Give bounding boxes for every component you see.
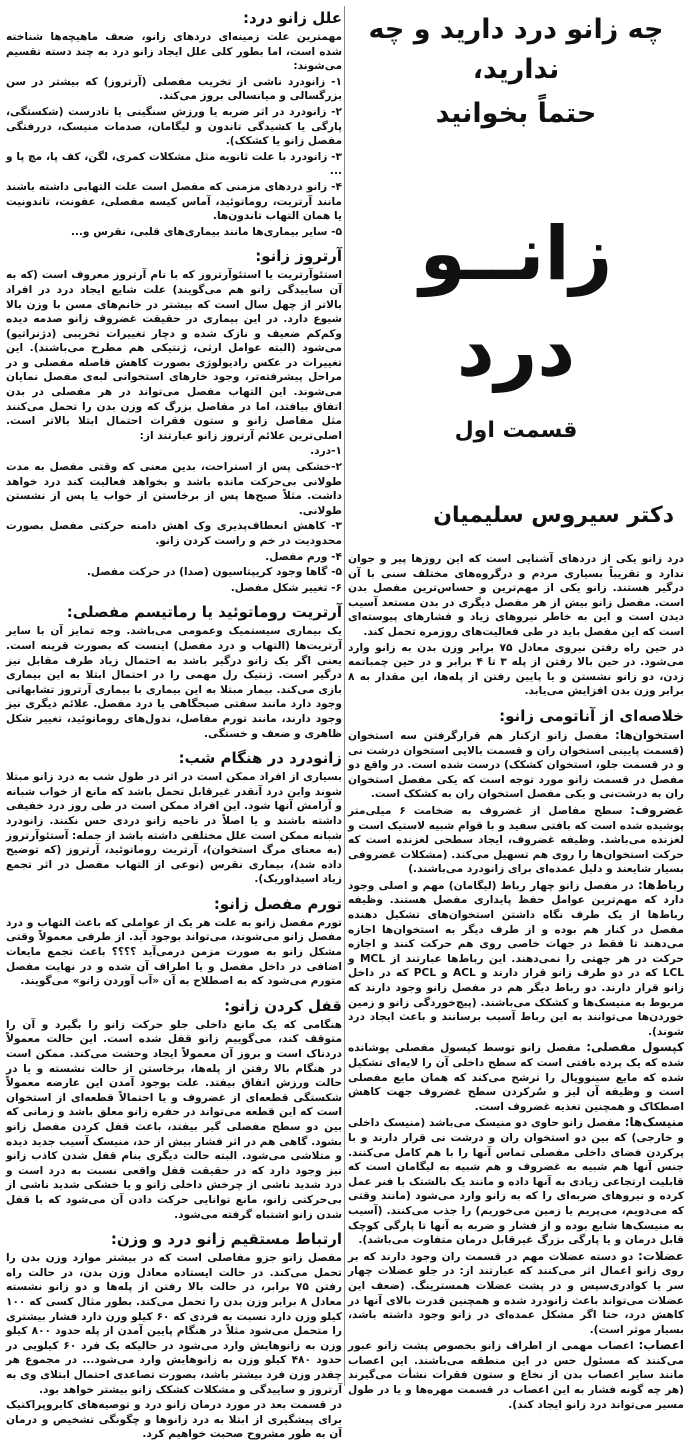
term-label: کپسول مفصلی: bbox=[586, 1040, 684, 1055]
arthrosis-paragraph: ۵- گاها وجود کریپتاسیون (صدا) در حرکت مفصل. bbox=[86, 566, 342, 579]
causes-section bbox=[6, 8, 342, 239]
term-label: رباط‌ها: bbox=[637, 877, 684, 892]
weight-section bbox=[6, 1229, 342, 1442]
weight-paragraph: مفصل زانو جزو مفاصلی است که در بیشتر موارد وزن بدن را تحمل می‌کند. در حالت ایستاده معادل وزن بدن، در حالت راه رفتن ۷۵ برابر، در حالت بالا رفتن از پله‌ها و دو زانو نشسته معادل ۸ برابر وزن بدن را تحمل می‌کند. بطور مثال کسی که ۱۰۰ کیلو وزن دارد نسبت به فردی که ۶۰ کیلو وزن دارد فشار بیشتری را متحمل می‌شود مثلاً در هنگام پایین آمدن از پله حدود ۸۰۰ کیلو وزن به زانوهایش وارد می‌شود در حالیکه یک فرد ۶۰ کیلویی در حدود ۴۸۰ کیلو وزن به زانوهایش وارد می‌شود... در مجموع هر چقدر وزن فرد بیشتر باشد، بصورت تصاعدی احتمال ابتلای وی به آرتروز و ساییدگی و مشکلات کشکک زانو بیشتر خواهد بود. bbox=[6, 1252, 343, 1396]
left-column bbox=[6, 6, 343, 1441]
part-label: قسمت اول bbox=[454, 418, 578, 443]
headline-block bbox=[348, 10, 684, 443]
intro-paragraph: در حین راه رفتن نیروی معادل ۷۵ برابر وزن بدن به زانو وارد می‌شود. در حین بالا رفتن از پله ۳ تا ۴ برابر و در حین چمباتمه زدن، دو زانو نشستن و یا پایین رفتن از پله‌ها، این مقدار به ۸ برابر وزن بدن افزایش می‌یابد. bbox=[348, 641, 684, 698]
anatomy-item-bones bbox=[348, 728, 684, 802]
term-text: مفصل زانو حاوی دو منیسک می‌باشد (منیسک داخلی و خارجی) که بین دو استخوان ران و درشت نی قرار دارند و با پرکردن فضای داخلی مفصلی تماس آنها را با هم کامل می‌کنند. جنس آنها هم شبیه به غضروف و هم شبیه به لیگامان است که قابلیت ارتجاعی زیادی به آنها داده و مانند یک بالشتک با فنر عمل کرده و نیروهای ضربه‌ای را که به زانو وارد می‌شود (مانند وقتی که می‌دویم، می‌پریم یا زمین می‌خوریم) را جذب می‌کنند. (آسیب به منیسک‌ها شایع بوده و از فشار و ضربه به آنها تا پارگی کوچک قابل درمان و یا پارگی بزرگ غیرقابل درمان متفاوت می‌باشد). bbox=[348, 1117, 684, 1247]
intro-section bbox=[348, 552, 684, 699]
term-label: عضلات: bbox=[638, 1248, 684, 1263]
causes-paragraph: ۴- زانو دردهای مزمنی که مفصل است علت التهابی داشته باشند مانند آرتریت، روماتوئید، آماس کیسه مفصلی، عفونت، تاندونیت یا همان التهاب تاندون‌ها. bbox=[6, 180, 342, 223]
arthrosis-heading: آرتروز زانو: bbox=[255, 247, 342, 266]
term-text: مفصل زانو ازکنار هم قرارگرفتن سه استخوان (قسمت پایینی استخوان ران و قسمت بالایی استخوان درشت نی و در قسمت جلو، استخوان کشکک) درست شده است. در واقع دو مفصل در قسمت زانو مورد توجه است که یکی مفصل استخوان ران به درشت‌نی و یکی مفصل استخوان ران به کشکک است. bbox=[348, 729, 684, 801]
term-text: سطح مفاصل از غضروف به ضخامت ۶ میلی‌متر پوشیده شده است که بافتی سفید و با قوام شبیه لاستیک است و لغزنده می‌باشد. وظیفه غضروف، ایجاد سطحی لغزنده است که حرکت استخوان‌ها را روی هم تسهیل می‌کند. (مشکلات غضروفی بسیار شایعند و دلیل عمده‌ای برای زانودرد می‌باشند.) bbox=[348, 804, 684, 876]
anatomy-item-ligaments bbox=[348, 878, 684, 1040]
term-label: غضروف: bbox=[630, 802, 684, 817]
arthrosis-section bbox=[6, 246, 342, 595]
anatomy-section bbox=[348, 706, 684, 1412]
rheumatoid-section bbox=[6, 602, 342, 741]
term-text: در مفصل زانو چهار رباط (لیگامان) مهم و اصلی وجود دارد که مهم‌ترین عوامل حفظ پایداری مفصل هستند. وظیفه رباط‌ها از یک طرف نگاه داشتن استخوان‌های تشکیل دهنده مفصل در کنار هم بوده و از طرف دیگر به استخوان‌ها اجازه می‌دهند تا فقط در جهات خاصی روی هم حرکت کنند و اجازه حرکت در هر جهتی را نمی‌دهند. این رباط‌ها عبارتند از MCL و LCL که در دو طرف زانو قرار دارند و ACL و PCL که در داخل زانو قرار دارند. دو رباط دیگر هم در مفصل زانو وجود دارند که مربوط به منیسک‌ها و کشکک می‌باشند. (پیچ‌خوردگی زانو و زمین خوردن‌ها می‌توانند به این رباط آسیب برسانند و باعث ایجاد درد شوند). bbox=[348, 879, 684, 1038]
arthrosis-paragraph: استئوآرتریت یا استئوآرتروز که با نام آرتروز معروف است (که به آن ساییدگی زانو هم می‌گویند) علت شایع ایجاد درد در افراد بالاتر از چهل سال است که بیشتر در خانم‌های مسن با وزن بالا شیوع دارد. در این بیماری در حقیقت غضروف زانو صدمه دیده وکم‌کم ضعیف و نازک شده و دچار تغییرات تخریبی (دژنراتیو) می‌شود (البته عوامل ارثی، ژنتیکی هم مطرح می‌باشند). این تغییرات در عکس رادیولوژی بصورت کاهش فاصله مفصلی و در مراحل پیشرفته‌تر، وجود خارهای استخوانی لبه‌ی مفصل نمایان می‌شوند. این التهاب مفصل می‌تواند در هر مفصلی در بدن اتفاق بیافتد، اما در مفاصل بزرگ که وزن بدن را تحمل می‌کنند مثل مفاصل زانو و ستون فقرات احتمال ابتلا بالاتر است. اصلی‌ترین علائم آرتروز زانو عبارتند از: bbox=[6, 269, 342, 442]
causes-paragraph: ۳- زانودرد با علت ثانویه مثل مشکلات کمری، لگن، کف پا، مچ پا و ... bbox=[6, 150, 342, 178]
weight-heading: ارتباط مستقیم زانو درد و وزن: bbox=[110, 1230, 342, 1249]
locking-section bbox=[6, 996, 342, 1222]
arthrosis-paragraph: ۱-درد. bbox=[310, 445, 342, 458]
headline-line-2: حتماً بخوانید bbox=[435, 98, 597, 129]
rheumatoid-paragraph: یک بیماری سیستمیک وعمومی می‌باشد. وجه تمایز آن با سایر آرتریت‌ها (التهاب و درد مفصل) اینست که بصورت قرینه است. یعنی اگر یک زانو درگیر باشد به احتمال زیاد طرف مقابل نیز درگیر است. ژنتیک رل مهمی را در احتمال ابتلا به این بیماری بازی می‌کند. بیمار مبتلا به این بیماری با بیماری آرتروز تشابهاتی وجود دارد مانند سفتی صبحگاهی یا درد مفصل. علائم دیگری نیز وجود دارند، مانند تورم مفاصل، ندول‌های روماتوئید، تغییر شکل ظاهری و ضعف و خستگی. bbox=[6, 625, 342, 740]
anatomy-heading: خلاصه‌ای از آناتومی زانو: bbox=[499, 706, 684, 725]
anatomy-item-capsule bbox=[348, 1040, 684, 1114]
locking-heading: قفل کردن زانو: bbox=[224, 996, 342, 1015]
term-text: مفصل زانو توسط کپسول مفصلی پوشانده شده که یک پرده بافتی است که سطح داخلی آن را لایه‌ای تشکیل شده که مایع سینوویال را ترشح می‌کند که همان مایع مفصلی است و وظیفه آن لیز و سُرکردن سطح غضروف جهت کاهش اصطکاک و همچنین تغذیه غضروف است. bbox=[348, 1042, 684, 1113]
locking-paragraph: هنگامی که یک مانع داخلی جلو حرکت زانو را بگیرد و آن را متوقف کند، می‌گوییم زانو قفل شده است. این حالت معمولاً دردناک است و بروز آن معمولاً ایجاد وحشت می‌کند. ممکن است در هنگام بالا رفتن از پله‌ها، برخاستن از حالت نشسته و یا در حالت ورزش اتفاق بیفتد. علت بوجود آمدن این عارضه معمولاً شکستگی قطعه‌ای از غضروف و یا احتمالاً قطعه‌ای از استخوان است که این قطعه می‌تواند در حفره زانو معلق باشد و زمانی که بین دو سطح مفصلی گیر بیفتد، باعث قفل کردن مفصل زانو بشود. گاهی هم در اثر فشار بیش از حد، منیسک آسیب جدید دیده و متلاشی می‌شود. البته حالت دیگری بنام قفل شدن کاذب زانو نیز وجود دارد که در حقیقت قفل واقعی نسبت به درد است و درد شدید ناشی از چرخش داخلی زانو و یا خشکی شدید ناشی از بی‌حرکتی زانو، مانع توانایی حرکت دادن آن می‌شود که با قفل شدن زانو اشتباه گرفته می‌شود. bbox=[6, 1018, 342, 1221]
anatomy-item-menisci bbox=[348, 1115, 684, 1247]
swelling-section bbox=[6, 894, 342, 989]
term-label: اعصاب: bbox=[638, 1338, 684, 1353]
causes-paragraph: مهمترین علت زمینه‌ای دردهای زانو، ضعف ماهیچه‌ها شناخته شده است، اما بطور کلی علل ایجاد زانو درد به چند دسته تقسیم می‌شوند: bbox=[6, 31, 342, 73]
right-column bbox=[348, 6, 684, 1411]
anatomy-item-cartilage bbox=[348, 803, 684, 877]
rheumatoid-heading: آرتریت روماتوئید یا رماتیسم مفصلی: bbox=[66, 603, 342, 622]
night-pain-section bbox=[6, 748, 342, 887]
causes-paragraph: ۵- سایر بیماری‌ها مانند بیماری‌های قلبی، نقرس و... bbox=[70, 225, 342, 238]
intro-paragraph: درد زانو یکی از دردهای آشنایی است که این روزها پیر و جوان ندارد و تقریباً بسیاری مردم و درگروه‌های مختلف سنی با آن درگیر هستند. زانو یکی از مهم‌ترین و حساس‌ترین مفصل بدن است. مفصل زانو بیش از هر مفصل دیگری در بدن مستعد آسیب دیدن است و این به خاطر نیروهای زیاد و فشارهای پیوسته‌ای است که این مفصل باید در طی فعالیت‌های روزمره تحمل کند. bbox=[348, 553, 684, 638]
swelling-heading: تورم مفصل زانو: bbox=[213, 894, 342, 913]
arthrosis-paragraph: ۳- کاهش انعطاف‌پذیری وک اهش دامنه حرکتی مفصل بصورت محدودیت در خم و راست کردن زانو. bbox=[6, 520, 342, 547]
author-name: دکتر سیروس سلیمیان bbox=[433, 503, 674, 528]
arthrosis-paragraph: ۴- ورم مفصل. bbox=[265, 550, 342, 563]
headline-line-1: چه زانو درد دارید و چه ندارید، bbox=[368, 14, 664, 85]
anatomy-item-nerves bbox=[348, 1338, 684, 1412]
night-pain-heading: زانودرد در هنگام شب: bbox=[178, 749, 342, 768]
night-pain-paragraph: بسیاری از افراد ممکن است در اثر در طول شب به درد زانو مبتلا شوند واین درد آنقدر غیرقابل تحمل باشد که مانع از خواب شبانه و آرامش آنها شود. این افراد ممکن است در طی روز درد خفیفی داشته باشند و یا اصلاً در ناحیه زانو دردی حس نکنند. زانودرد شبانه ممکن است علل مختلفی داشته باشد از جمله: آستئوآرتروز (به معنای مرگ استخوان)، آرتریت روماتوئید، آرتروز (که توضیح داده شد)، بیماری نقرس (نوعی از التهاب مفصل در اثر تجمع زیاد اسیداوریک). bbox=[6, 771, 342, 886]
arthrosis-paragraph: ۲-خشکی پس از استراحت، بدین معنی که وقتی مفصل به مدت طولانی بی‌حرکت مانده باشد و بخواهد فعالیت کند درد خواهد داشت. مثلاً صبح‌ها پس از برخاستن از خواب یا پس از نشستن طولانی. bbox=[6, 461, 342, 517]
column-divider bbox=[344, 6, 345, 1386]
term-text: اعصاب مهمی از اطراف زانو بخصوص پشت زانو عبور می‌کنند که مسئول حس در این منطقه می‌باشند. این اعصاب مانند سایر اعصاب بدن از نخاع و ستون فقرات نشأت می‌گیرند (هر چه گونه فشار به این اعصاب در قسمت مهره‌ها و یا در طول مسیر می‌تواند درد زانو ایجاد کند). bbox=[348, 1340, 684, 1411]
term-label: استخوان‌ها: bbox=[615, 727, 684, 742]
term-text: دو دسته عضلات مهم در قسمت ران وجود دارند که بر روی زانو اعمال اثر می‌کنند که عبارتند از: در جلو عضلات چهار سر یا کوادری‌سپس و در پشت عضلات همسترینگ. (ضعف این عضلات می‌تواند باعث زانودرد شده و همچنین قدرت بالای آنها در کاهش درد، حتا اگر مشکل عمده‌ای در زانو وجود داشته باشد، بسیار موثر است). bbox=[348, 1250, 684, 1336]
causes-heading: علل زانو درد: bbox=[242, 9, 342, 27]
weight-paragraph: در قسمت بعد در مورد درمان زانو درد و توصیه‌های کایروپراکتیک برای پیشگیری از ابتلا به درد زانوها و چگونگی تشخیص و درمان آن به طور مشروح صحبت خواهیم کرد. bbox=[6, 1399, 342, 1441]
arthrosis-paragraph: ۶- تغییر شکل مفصل. bbox=[230, 581, 342, 594]
causes-paragraph: ۱- زانودرد ناشی از تخریب مفصلی (آرتروز) که بیشتر در سن بزرگسالی و میانسالی بروز می‌کند. bbox=[6, 75, 342, 103]
anatomy-item-muscles bbox=[348, 1249, 684, 1338]
causes-paragraph: ۲- زانودرد در اثر ضربه یا ورزش سنگینی یا نادرست (شکستگی، پارگی یا کشیدگی تاندون و لیگامان، صدمات منیسک، دررفتگی مفصل زانو یا کشکک). bbox=[6, 105, 342, 148]
article-title: زانــو درد bbox=[419, 211, 613, 393]
swelling-paragraph: تورم مفصل زانو به علت هر یک از عواملی که باعث التهاب و درد مفصل زانو می‌شوند، می‌تواند بوجود آید. از طرفی معمولاً وقتی مشکل زانو به صورت مزمن درمی‌آید ؟؟؟؟ باعث تجمع مایعات اضافی در داخل مفصل و یا اطراف آن شده و در نهایت مفصل متورم می‌شود که به اصطلاح به آن «آب آوردن زانو» می‌گویند. bbox=[6, 916, 342, 988]
term-label: منیسک‌ها: bbox=[624, 1115, 684, 1130]
